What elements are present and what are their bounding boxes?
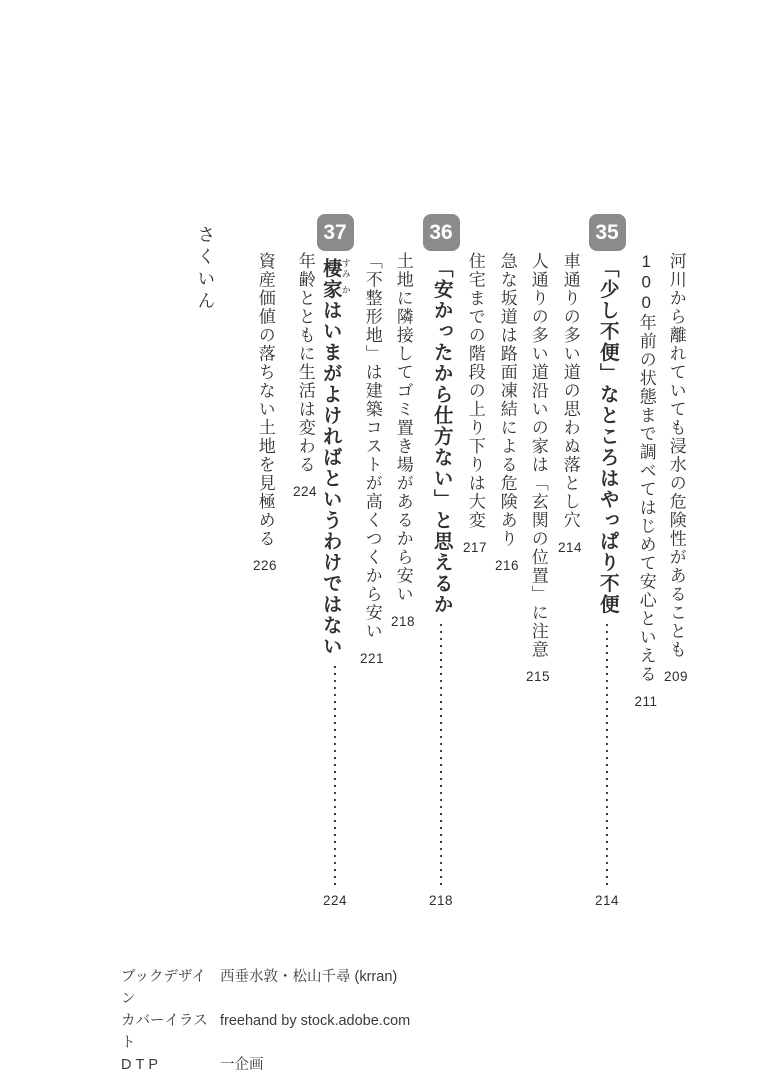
credit-row-book-design bbox=[121, 966, 410, 1010]
dotted-leader bbox=[440, 624, 442, 887]
page-number: 214 bbox=[594, 893, 620, 908]
ruby-base: 棲 bbox=[319, 258, 342, 279]
page-number: 224 bbox=[322, 893, 348, 908]
toc-section-35 bbox=[585, 214, 629, 908]
toc-entry-text: 車通りの多い道の思わぬ落とし穴 bbox=[560, 252, 580, 530]
toc-sub-entry bbox=[520, 214, 556, 908]
colophon-credits bbox=[121, 966, 410, 1076]
toc-sub-entry bbox=[247, 214, 283, 908]
toc-sub-entry bbox=[385, 214, 421, 908]
credit-label: DTP bbox=[121, 1057, 162, 1073]
toc-sub-entry bbox=[552, 214, 588, 908]
credit-row-dtp bbox=[121, 1054, 410, 1076]
section-title bbox=[319, 258, 350, 657]
toc-entry-text: 住宅までの階段の上り下りは大変 bbox=[465, 252, 485, 530]
toc-entry-text: 河川から離れていても浸水の危険性があることも bbox=[666, 252, 686, 659]
page-number: 221 bbox=[359, 650, 385, 666]
page-number: 215 bbox=[525, 669, 551, 684]
toc-sub-entry bbox=[287, 214, 323, 908]
ruby-text: すみ bbox=[340, 258, 351, 279]
toc-entry-text: 資産価値の落ちない土地を見極める bbox=[255, 252, 275, 548]
dotted-leader bbox=[606, 624, 608, 887]
page-number: 218 bbox=[390, 613, 416, 629]
page-number: 224 bbox=[292, 484, 318, 499]
page-number: 217 bbox=[462, 539, 488, 555]
page-number: 209 bbox=[663, 669, 689, 684]
credit-value: 一企画 bbox=[220, 1057, 264, 1073]
section-number-badge: 35 bbox=[589, 214, 626, 251]
dotted-leader bbox=[334, 666, 336, 887]
page-number: 211 bbox=[634, 693, 658, 709]
credit-value: 西垂水敦・松山千尋 (krran) bbox=[220, 969, 398, 985]
ruby-text: か bbox=[340, 279, 351, 300]
ruby-base: 家 bbox=[319, 279, 342, 300]
section-number-badge: 36 bbox=[423, 214, 460, 251]
credit-label: カバーイラスト bbox=[121, 1013, 208, 1051]
section-title: 「安かったから仕方ない」と思えるか bbox=[430, 258, 453, 615]
credit-row-cover-illustration bbox=[121, 1010, 410, 1054]
toc-entry-text: 年齢とともに生活は変わる bbox=[295, 252, 315, 474]
page-number: 218 bbox=[428, 893, 454, 908]
section-title-rest: はいまがよければというわけではない bbox=[319, 300, 342, 657]
credit-label: ブックデザイン bbox=[121, 969, 206, 1007]
page-number: 214 bbox=[557, 539, 583, 555]
table-of-contents bbox=[0, 214, 779, 908]
index-heading-column bbox=[187, 214, 223, 908]
toc-sub-entry bbox=[354, 214, 390, 908]
credit-value: freehand by stock.adobe.com bbox=[220, 1013, 411, 1029]
index-heading: さくいん bbox=[195, 225, 216, 313]
ruby-sumika bbox=[319, 258, 351, 300]
toc-entry-text: 土地に隣接してゴミ置き場があるから安い bbox=[393, 252, 413, 604]
toc-entry-text: 人通りの多い道沿いの家は「玄関の位置」に注意 bbox=[528, 252, 548, 659]
section-number-badge: 37 bbox=[317, 214, 354, 251]
toc-entry-text: 「不整形地」は建築コストが高くつくから安い bbox=[362, 252, 382, 641]
page-number: 226 bbox=[252, 558, 278, 573]
toc-sub-entry bbox=[489, 214, 525, 908]
toc-sub-entry bbox=[628, 214, 664, 908]
page-number: 216 bbox=[494, 558, 520, 573]
toc-section-36 bbox=[419, 214, 463, 908]
toc-entry-text: 急な坂道は路面凍結による危険あり bbox=[497, 252, 517, 548]
toc-entry-text: 100年前の状態まで調べてはじめて安心といえる bbox=[636, 252, 656, 684]
section-title: 「少し不便」なところはやっぱり不便 bbox=[596, 258, 619, 615]
